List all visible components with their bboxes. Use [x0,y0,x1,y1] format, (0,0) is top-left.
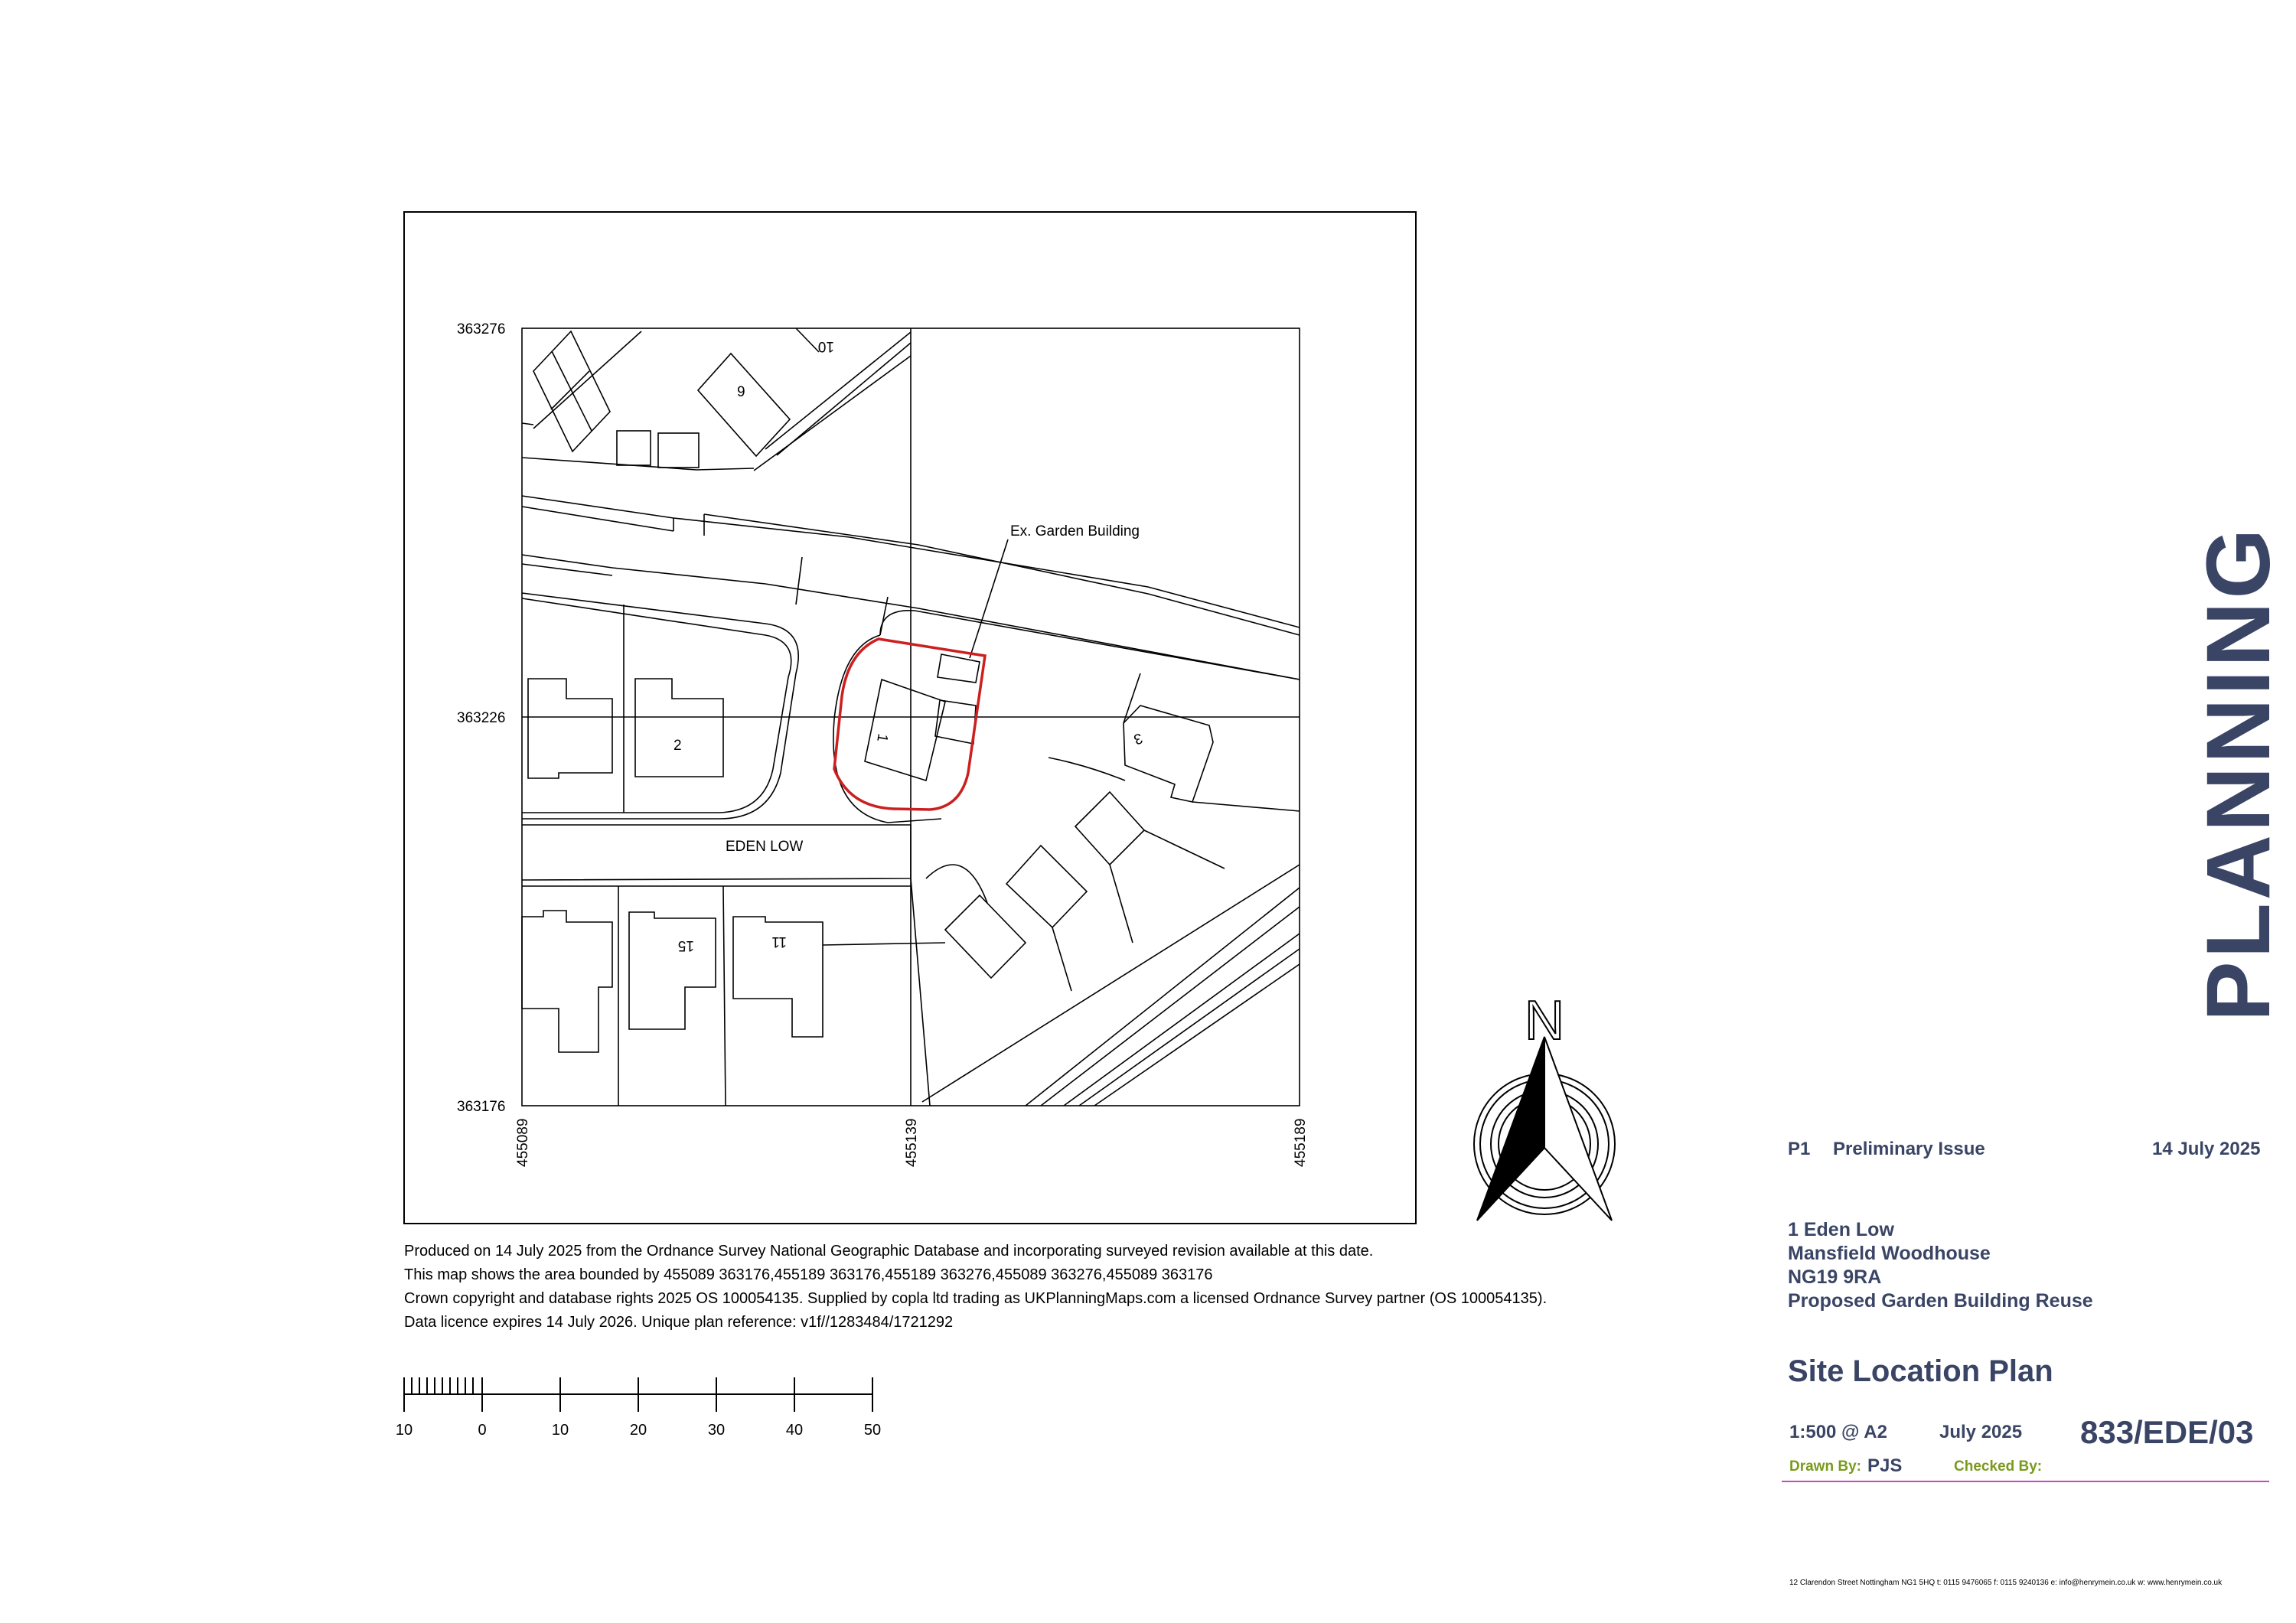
boundary [911,878,930,1106]
notes-line: Produced on 14 July 2025 from the Ordnance Survey National Geographic Database and incorporating surveyed revision available at this date. [404,1243,1374,1260]
road-edge [704,514,1300,635]
building-house-2 [635,679,723,777]
building [1006,846,1087,927]
path [765,332,911,449]
north-arrow [1474,1037,1615,1221]
drawing-title: Site Location Plan [1788,1354,2053,1388]
grid-label-northing-bottom: 363176 [457,1099,506,1115]
path [754,356,911,471]
site-boundary [834,639,985,810]
house-number-3: 3 [1131,729,1145,748]
grid-label-easting-left: 455089 [515,1118,531,1167]
garage [658,433,699,468]
garage [617,431,651,465]
practice-footer: 12 Clarendon Street Nottingham NG1 5HQ t: 0115 9476065 f: 0115 9240136 e: info@henrymein.co.uk w: www.henrymein.co.uk [1789,1579,2223,1587]
road-edge [522,825,911,880]
building [1075,792,1144,865]
drawn-by-value: PJS [1867,1455,1903,1476]
building-house-3 [1124,706,1213,802]
grid-label-easting-right: 455189 [1293,1118,1309,1167]
address-line: Mansfield Woodhouse [1788,1243,1991,1264]
road-edge-eden-low [522,593,798,819]
building-house-1 [865,680,945,781]
scale-bar [404,1377,872,1412]
scale-tick-label: 10 [395,1422,413,1439]
revision-date: 14 July 2025 [2152,1139,2261,1159]
boundary [533,331,641,429]
road-edge-eden-low [522,598,791,813]
boundary [1192,802,1300,811]
scale-tick-label: 0 [478,1422,487,1439]
drawing-date: July 2025 [1939,1422,2023,1442]
checked-by-label: Checked By: [1954,1458,2043,1475]
building [522,911,612,1052]
grid-label-easting-mid: 455139 [904,1118,920,1167]
scale-tick-label: 20 [629,1422,647,1439]
scale-tick-label: 10 [551,1422,569,1439]
address-line: 1 Eden Low [1788,1219,1894,1240]
boundary [522,423,533,425]
map-labels [457,321,1309,1167]
boundary [796,557,802,605]
scale-bar-labels [396,1422,881,1439]
notes-line: Crown copyright and database rights 2025 OS 100054135. Supplied by copla ltd trading as UKPlanningMaps.com a licensed Ordnance Survey partner (OS 100054135). [404,1290,1548,1307]
project-description: Proposed Garden Building Reuse [1788,1290,2093,1312]
drawing-scale: 1:500 @ A2 [1789,1422,1887,1442]
rail-line [1026,888,1300,1106]
building [945,895,1026,978]
rail-line [1079,949,1300,1106]
boundary [823,943,945,945]
planning-stamp: PLANNING [2188,525,2289,1022]
street-label: EDEN LOW [726,839,804,855]
notes-line: This map shows the area bounded by 455089 363176,455189 363176,455189 363276,455089 363276,455089 363176 [404,1266,1213,1283]
garden-building-label: Ex. Garden Building [1010,523,1140,539]
house-number-15: 15 [677,937,694,953]
revision-code: P1 [1788,1139,1811,1159]
building [528,679,612,778]
boundary [1144,830,1225,869]
north-letter: N [1525,990,1564,1051]
building-division [551,371,589,409]
scale-tick-label: 40 [785,1422,804,1439]
map-notes [404,1240,1547,1335]
boundary [723,886,726,1106]
house-number-10: 10 [817,338,834,354]
rail-line [1064,934,1300,1106]
boundary [1052,927,1071,991]
house-number-11: 11 [771,934,787,950]
building-outbuilding [935,700,976,744]
rail-line [1041,907,1300,1106]
drawn-by-label: Drawn By: [1789,1458,1861,1475]
boundary [1124,673,1140,723]
notes-line: Data licence expires 14 July 2026. Unique plan reference: v1f//1283484/1721292 [404,1314,954,1331]
building-house-15 [629,912,716,1029]
boundary [1110,865,1133,943]
turning-head [880,611,1300,680]
grid-label-northing-top: 363276 [457,321,506,337]
house-number-1: 1 [873,732,891,744]
drawing-number: 833/EDE/03 [2080,1414,2254,1450]
building-division [552,351,592,431]
site-address [1788,1218,2093,1313]
grid-label-northing-mid: 363226 [457,710,506,726]
boundary [922,865,1300,1102]
scale-tick-label: 50 [863,1422,882,1439]
turning-head [833,635,941,823]
scale-tick-label: 30 [707,1422,726,1439]
revision-description: Preliminary Issue [1833,1139,1985,1159]
boundary [796,328,819,352]
os-map [522,328,1300,1106]
boundary [1049,758,1125,781]
road-edge [522,507,673,531]
building-outbuilding [938,654,980,683]
map-frame [404,212,1416,1224]
house-number-9: 9 [737,384,745,400]
address-line: NG19 9RA [1788,1266,1882,1288]
house-number-2: 2 [673,738,682,754]
road-edge [522,458,754,470]
